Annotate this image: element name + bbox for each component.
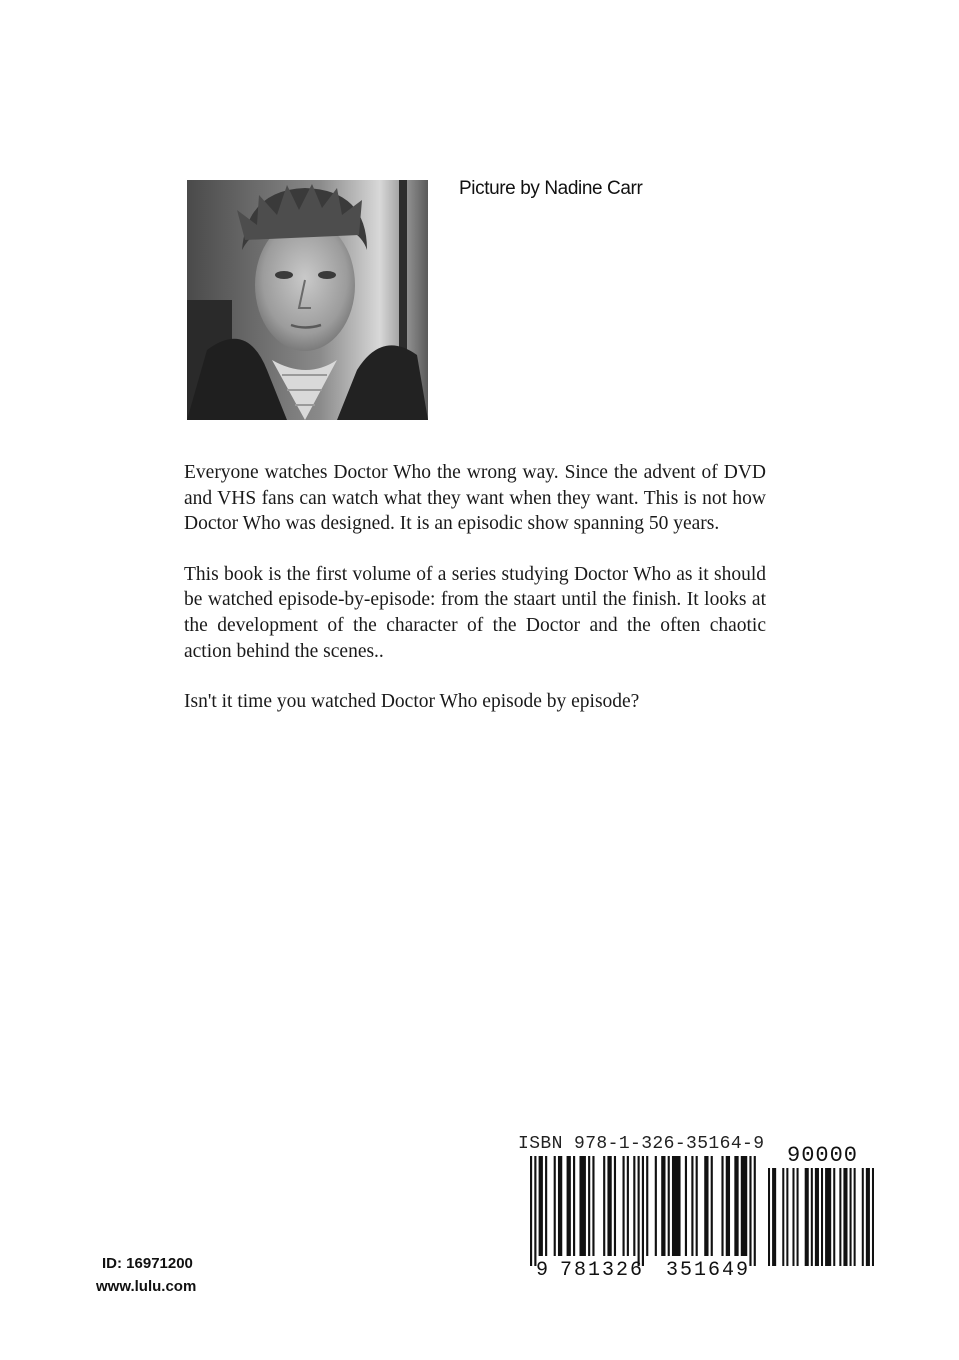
barcode-bar [721, 1156, 723, 1256]
author-photo [187, 180, 428, 420]
barcode-bar [567, 1156, 571, 1256]
barcode-right-digits: 351649 [666, 1259, 751, 1282]
publisher-website: www.lulu.com [96, 1278, 197, 1295]
blurb-paragraph-3: Isn't it time you watched Doctor Who episode by episode? [184, 691, 640, 713]
publisher-info [96, 1252, 196, 1298]
barcode-bar [530, 1156, 532, 1266]
barcode-bar [811, 1168, 813, 1266]
barcode-bar [815, 1168, 819, 1266]
barcode-bar [797, 1168, 799, 1266]
barcode-addon-digits: 90000 [787, 1143, 859, 1168]
barcode-bar [627, 1156, 629, 1256]
barcode-bar [573, 1156, 575, 1256]
barcode-bar [638, 1156, 640, 1266]
barcode-bar [782, 1168, 784, 1266]
barcode-bar [792, 1168, 794, 1266]
blurb-paragraph-1: Everyone watches Doctor Who the wrong way. Since the advent of DVD and VHS fans can watch what they want when they want. This is not how Doctor Who was designed. It is an episodic show spanning 50 years. [184, 462, 766, 535]
barcode-bar [726, 1156, 730, 1256]
product-id: ID: 16971200 [102, 1255, 193, 1272]
barcode-bar [741, 1156, 747, 1256]
barcode-bar [805, 1168, 809, 1266]
barcode-bar [749, 1156, 751, 1266]
barcode-lead-digit: 9 [536, 1259, 549, 1282]
barcode-bar [603, 1156, 605, 1256]
barcode-bar [558, 1156, 562, 1256]
barcode-bar [633, 1156, 635, 1256]
barcode-bar [534, 1156, 536, 1266]
barcode-bar [668, 1156, 670, 1256]
barcode-bar [704, 1156, 708, 1256]
barcode-bar [839, 1168, 841, 1266]
blurb-paragraph-2: This book is the first volume of a series studying Doctor Who as it should be watched episode-by-episode: from the staart until the finish. It looks at the development of the character of the Doctor and the often chaotic action behind the scenes.. [184, 563, 766, 662]
barcode-bar [622, 1156, 624, 1256]
barcode-bar [854, 1168, 856, 1266]
barcode-bar [588, 1156, 590, 1256]
barcode-bar [772, 1168, 776, 1266]
barcode-bar [592, 1156, 594, 1256]
barcode-bar [711, 1156, 713, 1256]
barcode-bar [691, 1156, 693, 1256]
barcode-bar [539, 1156, 543, 1256]
barcode-addon [768, 1168, 874, 1266]
isbn-barcode [530, 1156, 758, 1266]
barcode-bar [672, 1156, 681, 1256]
back-cover-blurb [184, 460, 766, 740]
barcode-bar [872, 1168, 874, 1266]
photo-caption: Picture by Nadine Carr [459, 178, 643, 199]
barcode-bar [614, 1156, 616, 1256]
barcode-bar [754, 1156, 756, 1266]
isbn-label: ISBN 978-1-326-35164-9 [518, 1134, 765, 1154]
barcode-bar [685, 1156, 687, 1256]
barcode-bar [696, 1156, 698, 1256]
barcode-bar [655, 1156, 657, 1256]
barcode-bar [866, 1168, 870, 1266]
barcode-bar [554, 1156, 556, 1256]
barcode-left-digits: 781326 [560, 1259, 645, 1282]
barcode-bar [786, 1168, 788, 1266]
barcode-bar [821, 1168, 823, 1266]
barcode-bar [734, 1156, 738, 1256]
barcode-bar [646, 1156, 648, 1256]
barcode-bar [579, 1156, 585, 1256]
barcode-bar [607, 1156, 611, 1256]
barcode-bar [850, 1168, 852, 1266]
barcode-bar [768, 1168, 770, 1266]
barcode-bar [642, 1156, 644, 1266]
barcode-bar [862, 1168, 864, 1266]
barcode-bar [833, 1168, 835, 1266]
barcode-bar [843, 1168, 847, 1266]
barcode-bar [825, 1168, 831, 1266]
barcode-bar [661, 1156, 665, 1256]
barcode-bar [545, 1156, 547, 1256]
